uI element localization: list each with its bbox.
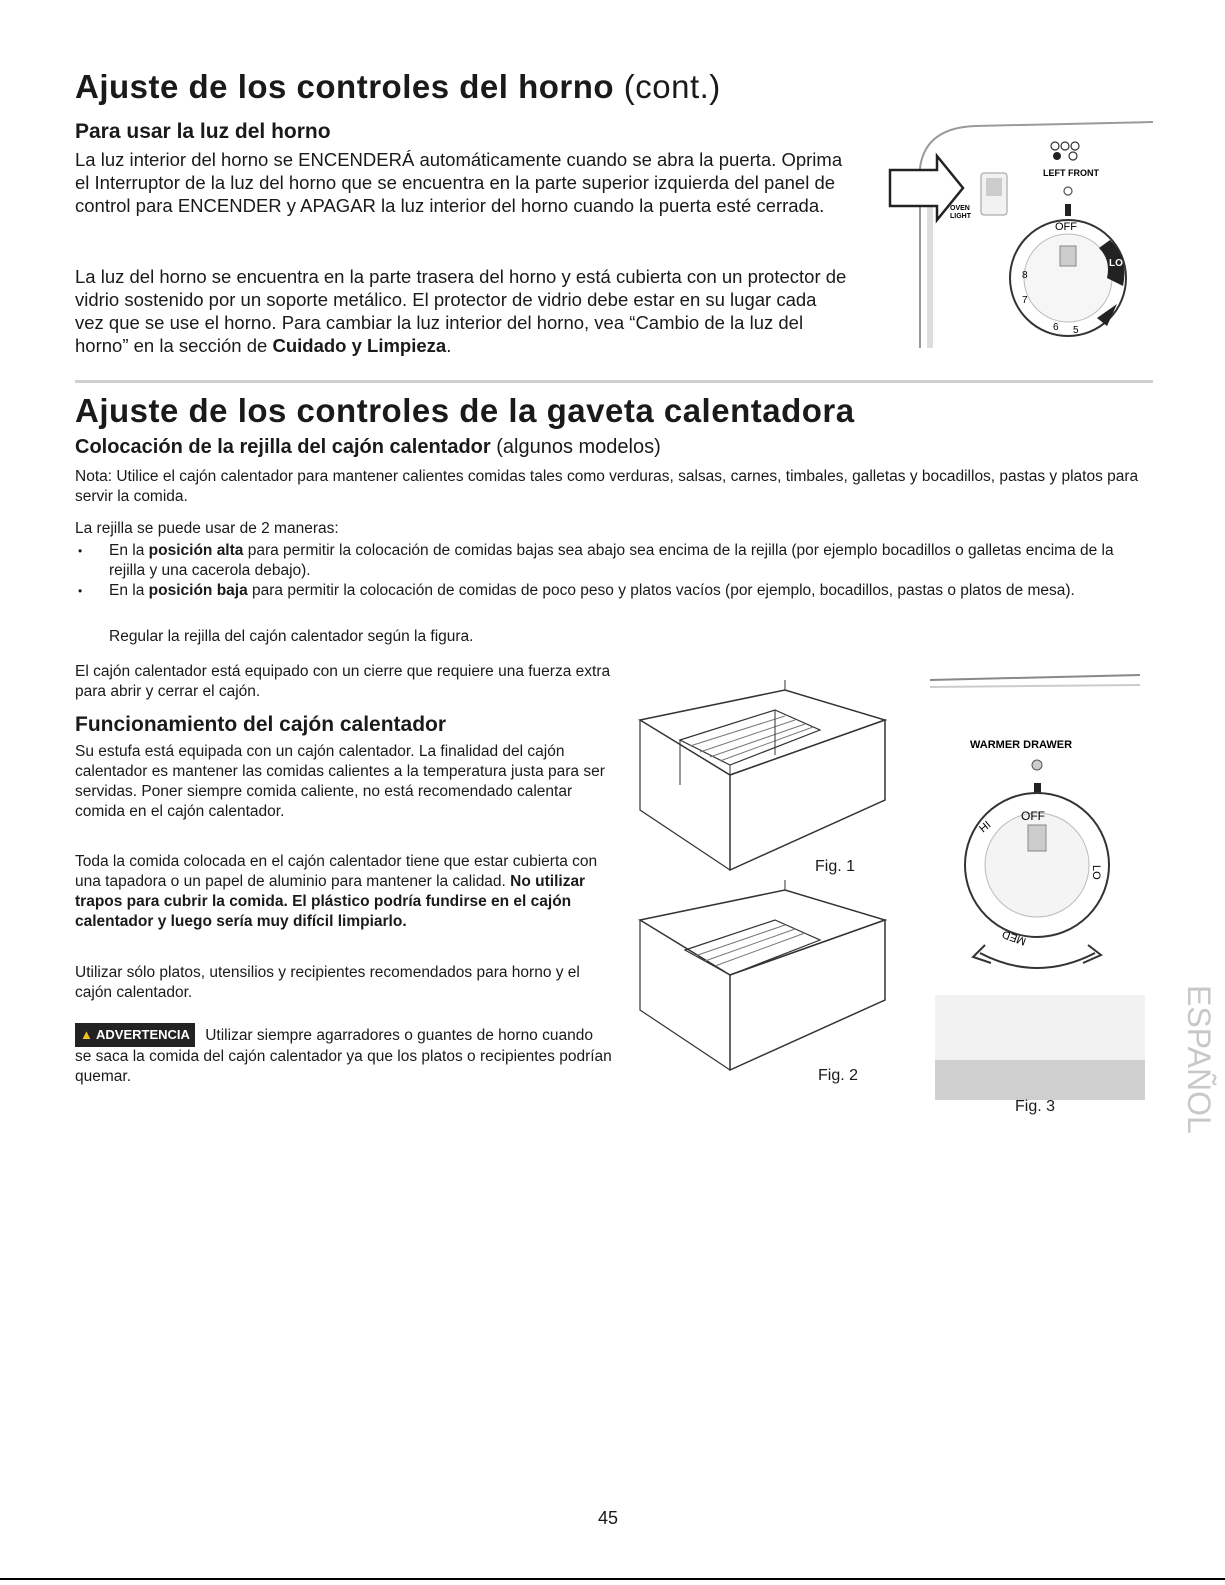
warning-triangle-icon: ▲ — [80, 1027, 93, 1042]
warmer-drawer-fig-2 — [635, 880, 895, 1080]
rack-intro: La rejilla se puede usar de 2 maneras: — [75, 520, 339, 537]
bullet-pre: En la — [109, 542, 145, 559]
warmer-hi-label: HI — [977, 819, 994, 836]
warmer-med-label: MED — [1000, 927, 1028, 948]
fig-1-label: Fig. 1 — [815, 858, 856, 875]
burner-indicator-icon — [1051, 142, 1059, 150]
regulate-text: Regular la rejilla del cajón calentador según la figura. — [109, 628, 474, 645]
side-tab-label: ESPAÑOL — [1181, 985, 1217, 1134]
warmer-indicator-light — [1032, 760, 1042, 770]
espanol-side-tab — [1160, 985, 1217, 1134]
dial-lo-label: LO — [1109, 258, 1123, 269]
rack-heading-light: (algunos modelos) — [496, 436, 661, 458]
rack-position-list — [75, 541, 1150, 601]
operation-heading: Funcionamiento del cajón calentador — [75, 713, 447, 736]
bullet-post: para permitir la colocación de comidas bajas sea abajo sea encima de la rejilla (por ejemplo bocadillos o galletas encima de la rejilla y una cacerola debajo). — [109, 542, 1114, 579]
oven-light-para-2 — [75, 265, 850, 357]
list-item — [75, 581, 1150, 601]
bullet-bold: posición alta — [148, 542, 244, 559]
warning-badge-label: ADVERTENCIA — [96, 1027, 190, 1042]
dial-number: 5 — [1073, 325, 1079, 336]
bullet-post: para permitir la colocación de comidas de poco peso y platos vacíos (por ejemplo, bocadillos, pastas o platos de mesa). — [252, 582, 1075, 599]
dial-off-label: OFF — [1055, 221, 1077, 233]
warmer-drawer-control-fig-3 — [925, 665, 1160, 1115]
title-main: Ajuste de los controles del horno — [75, 68, 615, 105]
oven-light-label-2: LIGHT — [950, 213, 971, 220]
page-number: 45 — [598, 1508, 619, 1528]
section-1-title — [75, 68, 721, 106]
rack-heading — [75, 436, 661, 459]
op-para2-text: Toda la comida colocada en el cajón calentador tiene que estar cubierta con una tapadora o un papel de aluminio para mantener la calidad. — [75, 853, 598, 890]
note-text: Nota: Utilice el cajón calentador para mantener calientes comidas tales como verduras, salsas, carnes, timbales, galletas y bocadillos, pastas y platos para servir la comida. — [75, 468, 1139, 505]
fig-3-label: Fig. 3 — [1015, 1098, 1056, 1115]
fig-2-label: Fig. 2 — [818, 1067, 859, 1084]
warmer-lo-label: LO — [1090, 865, 1102, 880]
section-divider — [75, 380, 1153, 383]
bullet-pre: En la — [109, 582, 145, 599]
rotation-arrow-icon — [980, 953, 1095, 968]
warmer-drawer-fig-1 — [635, 680, 895, 880]
title-cont: (cont.) — [623, 68, 721, 105]
warning-text-block — [75, 1023, 613, 1087]
warmer-off-label: OFF — [1021, 809, 1045, 823]
section-2-title: Ajuste de los controles de la gaveta calentadora — [75, 392, 855, 429]
latch-text: El cajón calentador está equipado con un cierre que requiere una fuerza extra para abrir y cerrar el cajón. — [75, 663, 611, 700]
warning-text: Utilizar siempre agarradores o guantes de horno cuando se saca la comida del cajón calentador ya que los platos o recipientes podrían quemar. — [75, 1027, 612, 1085]
bullet-bold: posición baja — [148, 582, 248, 599]
para2-end: . — [446, 335, 452, 356]
dial-number: 6 — [1053, 322, 1059, 333]
oven-light-para-1: La luz interior del horno se ENCENDERÁ automáticamente cuando se abra la puerta. Oprima el Interruptor de la luz del horno que se encuentra en la parte superior izquierda del panel de control para ENCENDER y APAGAR la luz interior del horno cuando la puerta esté cerrada. — [75, 149, 843, 216]
rack-heading-bold: Colocación de la rejilla del cajón calentador — [75, 436, 491, 458]
warning-badge — [75, 1023, 195, 1047]
dial-number: 8 — [1022, 270, 1028, 281]
left-front-label: LEFT FRONT — [1043, 168, 1099, 178]
oven-light-heading: Para usar la luz del horno — [75, 120, 331, 143]
bottom-border — [0, 1578, 1225, 1580]
operation-para-2 — [75, 852, 613, 932]
dial-number: 7 — [1022, 295, 1028, 306]
oven-light-label-1: OVEN — [950, 205, 970, 212]
operation-para-3: Utilizar sólo platos, utensilios y recipientes recomendados para horno y el cajón calentador. — [75, 964, 580, 1001]
operation-para-1: Su estufa está equipada con un cajón calentador. La finalidad del cajón calentador es mantener las comidas calientes a la temperatura justa para ser servidas. Poner siempre comida caliente, no está recomendado calentar comida en el cajón calentador. — [75, 743, 605, 820]
list-item — [75, 541, 1150, 581]
para2-bold: Cuidado y Limpieza — [272, 335, 447, 356]
oven-control-panel-figure — [885, 118, 1155, 353]
warmer-drawer-label: WARMER DRAWER — [970, 739, 1073, 751]
op-para2-bold: No utilizar trapos para cubrir la comida. El plástico podría fundirse en el cajón calentador y luego sería muy difícil limpiarlo. — [75, 873, 586, 930]
para2-text: La luz del horno se encuentra en la parte trasera del horno y está cubierta con un protector de vidrio sostenido por un soporte metálico. El protector de vidrio debe estar en su lugar cada vez que se use el horno. Para cambiar la luz interior del horno, vea “Cambio de la luz del horno” en la sección de — [75, 266, 847, 356]
